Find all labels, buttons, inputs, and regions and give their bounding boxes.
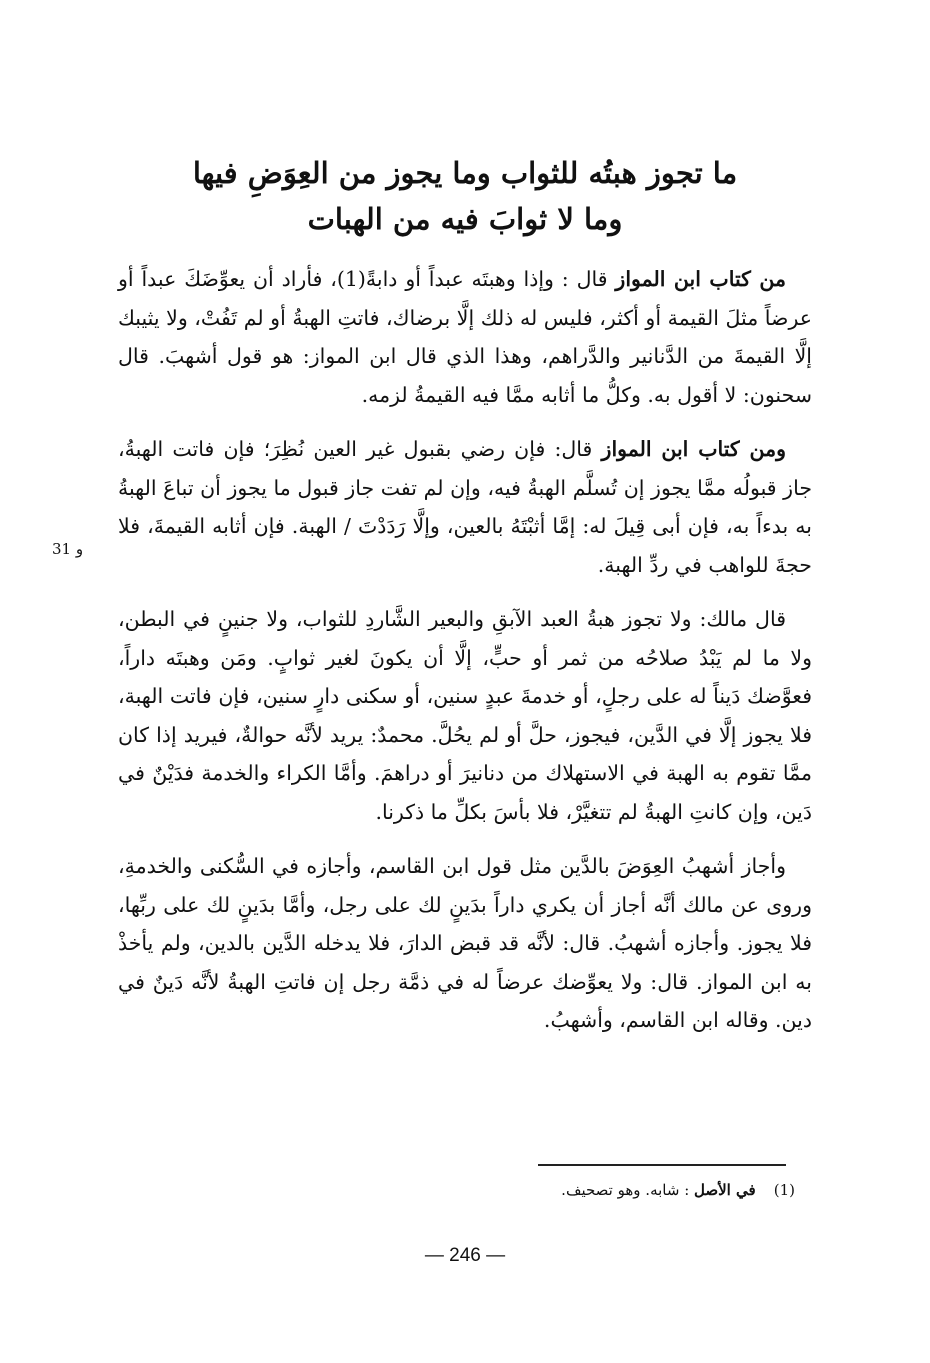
footnote-mark: (1) [773,1181,795,1199]
paragraph-lead: من كتاب ابن المواز [615,267,786,291]
footnote-divider [538,1164,786,1166]
paragraph-text: قال: فإن رضي بقبول غير العين نُظِرَ؛ فإن فاتت الهبةُ، جاز قبولُه ممَّا يجوز إن تُسلَّم الهبةُ فيه، وإن لم تفت جاز قبول ما يجوز أن تباعَ الهبةُ به بدءاً به، فإن أبى قِيلَ له: إمَّا أثبْتَهُ بالعين، وإلَّا رَدَدْتَ / الهبة. فإن أثابه القيمةَ، فلا حجةَ للواهب في ردِّ الهبة. [118,437,812,577]
chapter-title-line-2: وما لا ثوابَ فيه من الهبات [307,202,623,236]
paragraph-4 [118,847,812,1040]
paragraph-2 [118,430,812,584]
footnote [400,1178,795,1202]
manuscript-folio-note: 31 و [52,540,84,558]
footnote-label: في الأصل [694,1181,756,1199]
paragraph-text: وأجاز أشهبُ العِوَضَ بالدَّين مثل قول ابن القاسم، وأجازه في السُّكنى والخدمةِ، وروى عن مالك أنَّه أجاز أن يكري داراً بدَينٍ لك على رجل، وأمَّا بدَينٍ لك على ربِّها، فلا يجوز. وأجازه أشهبُ. قال: لأنَّه قد قبض الدارَ، فلا يدخله الدَّين بالدين، ولم يأخذْ به ابن المواز. قال: ولا يعوِّضك عرضاً له في ذمَّة رجل إن فاتتِ الهبةُ لأنَّه دَينٌ في دين. وقاله ابن القاسم، وأشهبُ. [118,854,812,1032]
paragraph-3 [118,600,812,831]
page-number: — 246 — [424,1245,506,1266]
paragraph-text: قال : وإذا وهبتَه عبداً أو دابةً(1)، فأراد أن يعوِّضَكَ عبداً أو عرضاً مثلَ القيمة أو أكثر، فليس له ذلك إلَّا برضاك، فاتتِ الهبةُ أو لم تَفُتْ، ولا يثيبك إلَّا القيمةَ من الدَّنانير والدَّراهم، وهذا الذي قال ابن المواز: هو قول أشهبَ. قال سحنون: لا أقول به. وكلُّ ما أثابه ممَّا فيه القيمةُ لزمه. [118,267,812,407]
body-text [118,260,812,1056]
footnote-text: : شابه. وهو تصحيف. [561,1181,695,1199]
chapter-title [110,150,820,242]
paragraph-lead: ومن كتاب ابن المواز [601,437,786,461]
paragraph-1 [118,260,812,414]
chapter-title-line-1: ما تجوز هبتُه للثواب وما يجوز من العِوَضِ فيها [192,156,738,190]
paragraph-text: قال مالك: ولا تجوز هبةُ العبد الآبقِ والبعير الشَّاردِ للثواب، ولا جنينٍ في البطن، ولا ما لم يَبْدُ صلاحُه من ثمر أو حبٍّ، إلَّا أن يكونَ لغير ثوابٍ. ومَن وهبتَه داراً، فعوَّضك دَيناً له على رجلٍ، أو خدمةَ عبدٍ سنين، أو سكنى دارٍ سنين، فإن فاتت الهبة، فلا يجوز إلَّا في الدَّين، فيجوز، حلَّ أو لم يحُلَّ. محمدٌ: يريد لأنَّه حوالةٌ، فيريد إذا كان ممَّا تقوم به الهبة في الاستهلاك من دنانيرَ أو دراهمَ. وأمَّا الكراء والخدمة فدَيْنٌ في دَين، وإن كانتِ الهبةُ لم تتغيَّرْ، فلا بأسَ بكلِّ ما ذكرنا. [118,607,812,824]
